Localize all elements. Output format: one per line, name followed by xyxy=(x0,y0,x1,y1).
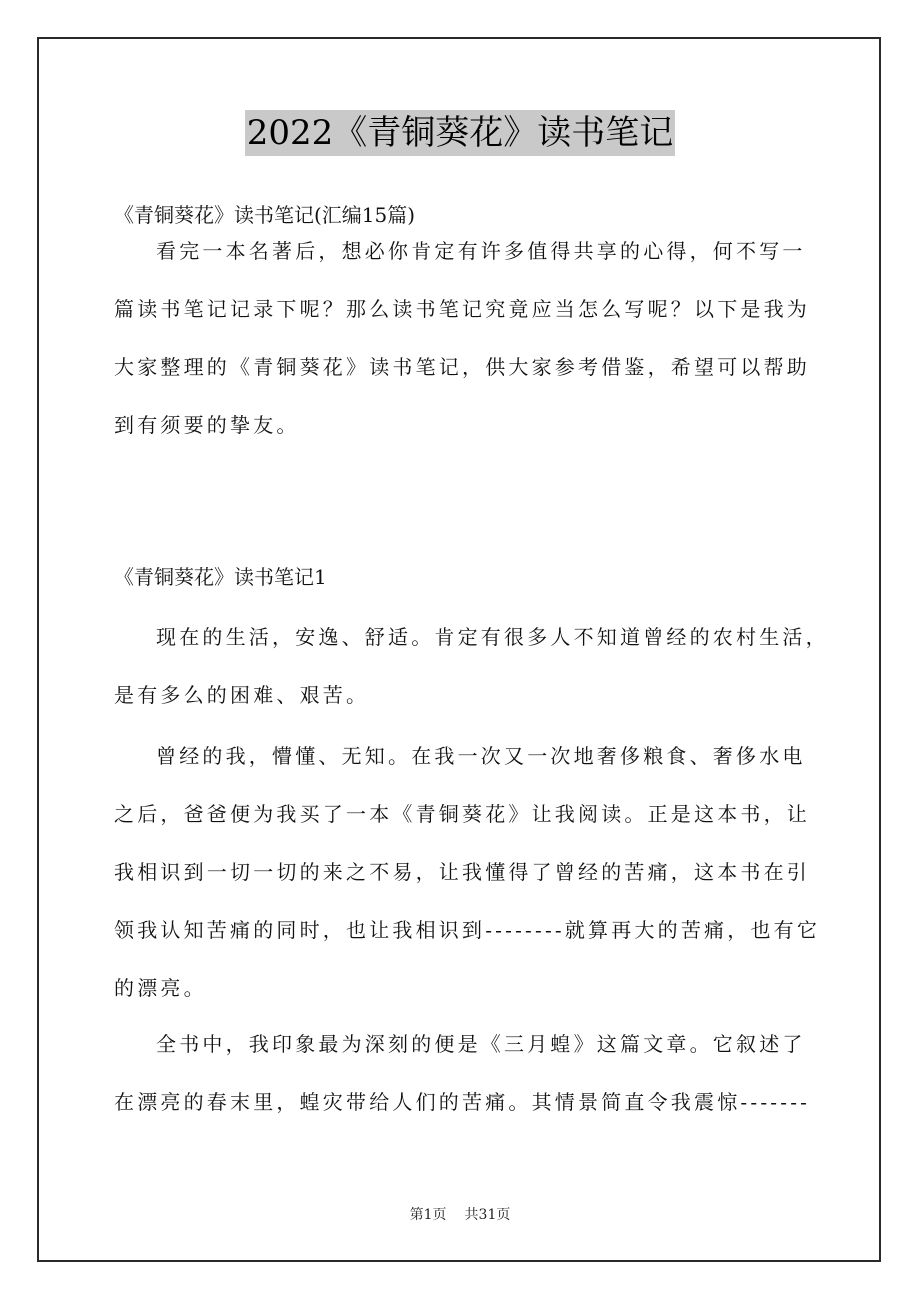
page-footer xyxy=(0,1205,920,1225)
text-line: 是有多么的困难、艰苦。 xyxy=(114,683,370,707)
section1-paragraph-2 xyxy=(114,727,821,1017)
text-line: 全书中，我印象最为深刻的便是《三月蝗》这篇文章。它叙述了 xyxy=(156,1032,806,1056)
document-subtitle: 《青铜葵花》读书笔记(汇编15篇) xyxy=(114,203,416,227)
document-title: 2022《青铜葵花》读书笔记 xyxy=(245,110,676,156)
title-container xyxy=(0,110,920,156)
text-line: 之后，爸爸便为我买了一本《青铜葵花》让我阅读。正是这本书，让 xyxy=(114,802,810,826)
page-number: 第1页 xyxy=(409,1207,447,1223)
text-line: 到有须要的挚友。 xyxy=(114,413,300,437)
section1-paragraph-1 xyxy=(114,608,829,724)
text-line: 的漂亮。 xyxy=(114,976,207,1000)
text-line: 领我认知苦痛的同时，也让我相识到--------就算再大的苦痛，也有它 xyxy=(114,918,821,942)
text-line: 看完一本名著后，想必你肯定有许多值得共享的心得，何不写一 xyxy=(156,239,806,263)
section1-paragraph-3 xyxy=(114,1015,810,1131)
text-line: 在漂亮的春末里，蝗灾带给人们的苦痛。其情景简直令我震惊------- xyxy=(114,1090,811,1114)
text-line: 曾经的我，懵懂、无知。在我一次又一次地奢侈粮食、奢侈水电 xyxy=(156,744,806,768)
text-line: 篇读书笔记记录下呢？那么读书笔记究竟应当怎么写呢？以下是我为 xyxy=(114,297,810,321)
page-total: 共31页 xyxy=(464,1207,511,1223)
section-heading: 《青铜葵花》读书笔记1 xyxy=(114,565,327,589)
text-line: 我相识到一切一切的来之不易，让我懂得了曾经的苦痛，这本书在引 xyxy=(114,860,810,884)
text-line: 大家整理的《青铜葵花》读书笔记，供大家参考借鉴，希望可以帮助 xyxy=(114,355,810,379)
intro-paragraph xyxy=(114,222,810,454)
text-line: 现在的生活，安逸、舒适。肯定有很多人不知道曾经的农村生活， xyxy=(156,625,829,649)
